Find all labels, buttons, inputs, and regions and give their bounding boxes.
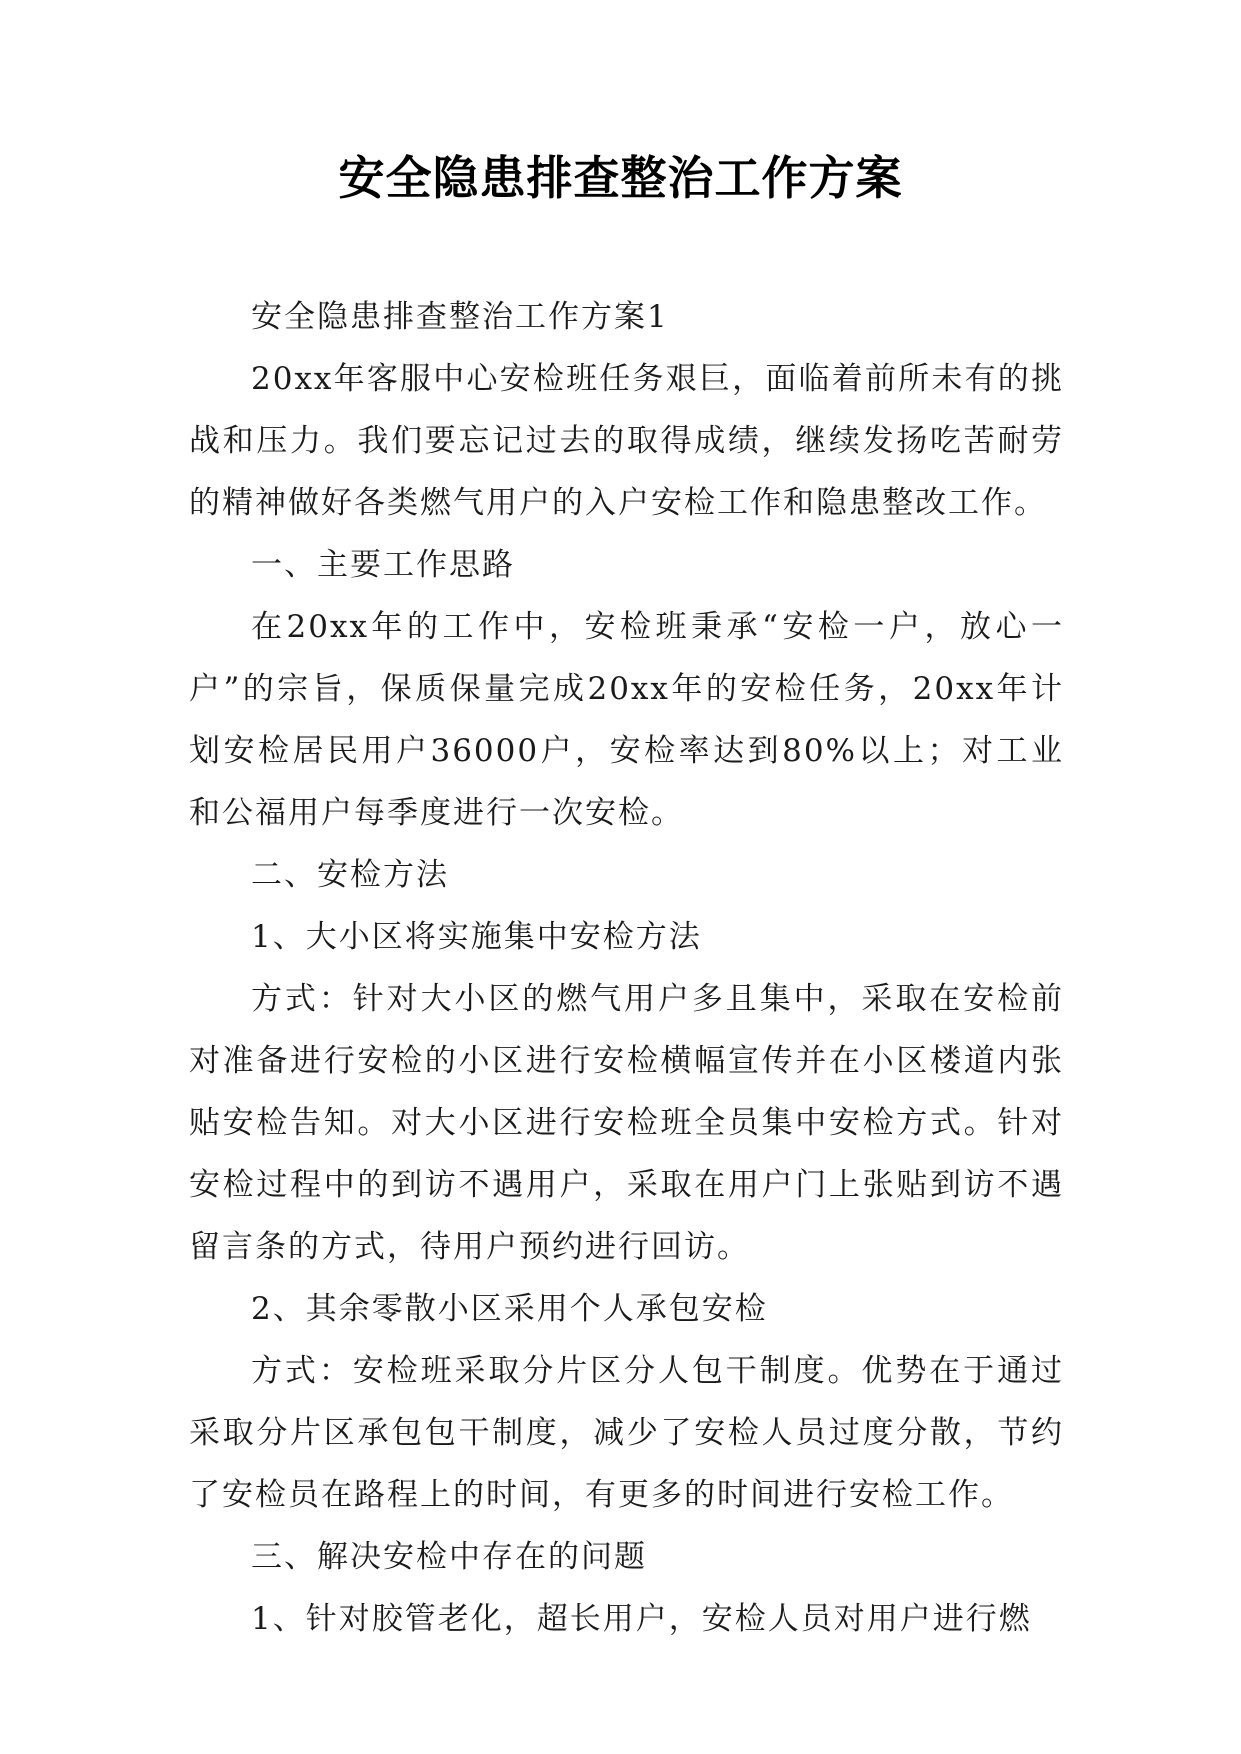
body-paragraph: 方式：针对大小区的燃气用户多且集中，采取在安检前对准备进行安检的小区进行安检横幅宣传并在小区楼道内张贴安检告知。对大小区进行安检班全员集中安检方式。针对安检过程中的到访不遇用户，采取在用户门上张贴到访不遇留言条的方式，待用户预约进行回访。: [189, 981, 1064, 1265]
section-heading: 二、安检方法: [251, 857, 449, 893]
section-heading: 三、解决安检中存在的问题: [251, 1539, 647, 1575]
intro-paragraph: 20xx年客服中心安检班任务艰巨，面临着前所未有的挑战和压力。我们要忘记过去的取得成绩，继续发扬吃苦耐劳的精神做好各类燃气用户的入户安检工作和隐患整改工作。: [189, 361, 1064, 521]
document-body: [189, 286, 1064, 1650]
document-title: 安全隐患排查整治工作方案: [338, 151, 903, 205]
body-paragraph: 方式：安检班采取分片区分人包干制度。优势在于通过采取分片区承包包干制度，减少了安检人员过度分散，节约了安检员在路程上的时间，有更多的时间进行安检工作。: [189, 1353, 1064, 1513]
subsection-heading: 2、其余零散小区采用个人承包安检: [251, 1291, 768, 1327]
section-heading: 安全隐患排查整治工作方案1: [251, 299, 669, 335]
body-paragraph: 1、针对胶管老化，超长用户，安检人员对用户进行燃: [251, 1601, 1032, 1637]
subsection-heading: 1、大小区将实施集中安检方法: [251, 919, 702, 955]
body-paragraph: 在20xx年的工作中，安检班秉承“安检一户，放心一户”的宗旨，保质保量完成20xx年的安检任务，20xx年计划安检居民用户36000户，安检率达到80%以上；对工业和公福用户每季度进行一次安检。: [189, 609, 1064, 831]
section-heading: 一、主要工作思路: [251, 547, 515, 583]
